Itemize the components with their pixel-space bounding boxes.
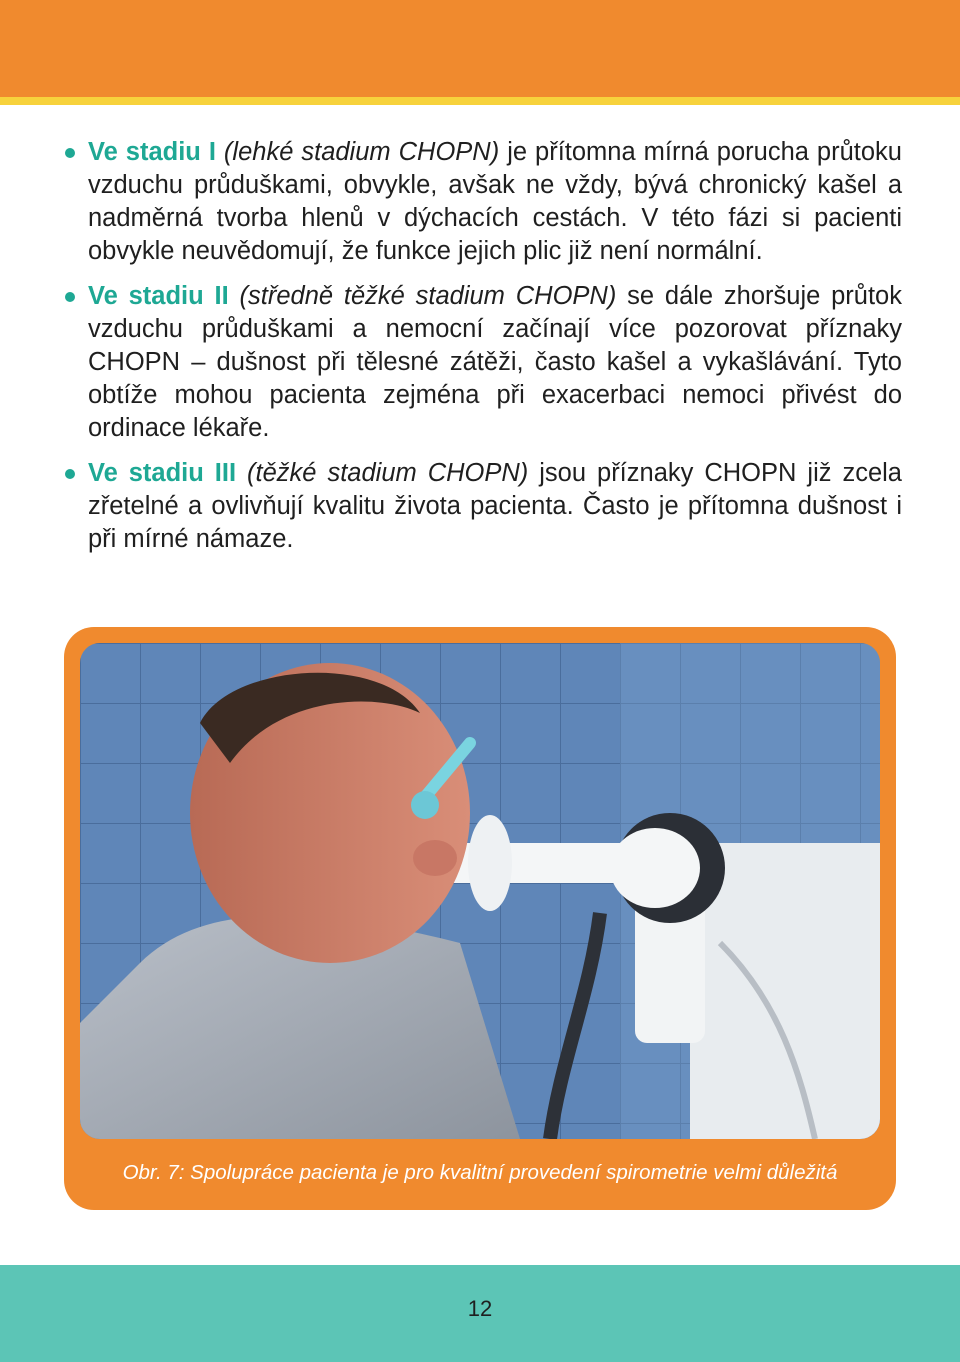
header-accent-line xyxy=(0,97,960,105)
bullet-lead: Ve stadiu II xyxy=(88,282,229,310)
bullet-stage-3 xyxy=(62,457,902,556)
bullet-emphasis: (lehké stadium CHOPN) xyxy=(223,138,500,166)
figure-caption: Obr. 7: Spolupráce pacienta je pro kvalitní provedení spirometrie velmi důležitá xyxy=(122,1161,838,1184)
text-content xyxy=(62,136,902,568)
bullet-text: se dále zhoršuje průtok vzduchu průduškami a nemocní začínají více pozorovat příznaky CHOPN – dušnost při tělesné zátěži, často kašel a vykašlávání. Tyto obtíže mohou pacienta zejména při exacerbaci nemoci přivést do ordinace lékaře. xyxy=(88,282,902,442)
bullet-lead: Ve stadiu III xyxy=(88,459,237,487)
spirometry-photo xyxy=(80,643,880,1139)
bullet-stage-1 xyxy=(62,136,902,268)
bullet-emphasis: (středně těžké stadium CHOPN) xyxy=(239,282,617,310)
header-band xyxy=(0,0,960,97)
spirometry-illustration xyxy=(80,643,880,1139)
bullet-text: je přítomna mírná porucha průtoku vzduchu průduškami, obvykle, avšak ne vždy, bývá chronický kašel a nadměrná tvorba hlenů v dýchacích cestách. V této fázi si pacienti obvykle neuvědomují, že funkce jejich plic již není normální. xyxy=(88,138,902,265)
figure-frame xyxy=(64,627,896,1210)
bullet-text: jsou příznaky CHOPN již zcela zřetelné a ovlivňují kvalitu života pacienta. Často je přítomna dušnost i při mírné námaze. xyxy=(88,459,902,553)
page-number: 12 xyxy=(467,1296,493,1321)
bullet-dot-icon xyxy=(65,148,75,158)
bullet-dot-icon xyxy=(65,469,75,479)
bullet-dot-icon xyxy=(65,292,75,302)
bullet-emphasis: (těžké stadium CHOPN) xyxy=(247,459,529,487)
bullet-lead: Ve stadiu I xyxy=(88,138,216,166)
bullet-stage-2 xyxy=(62,280,902,445)
